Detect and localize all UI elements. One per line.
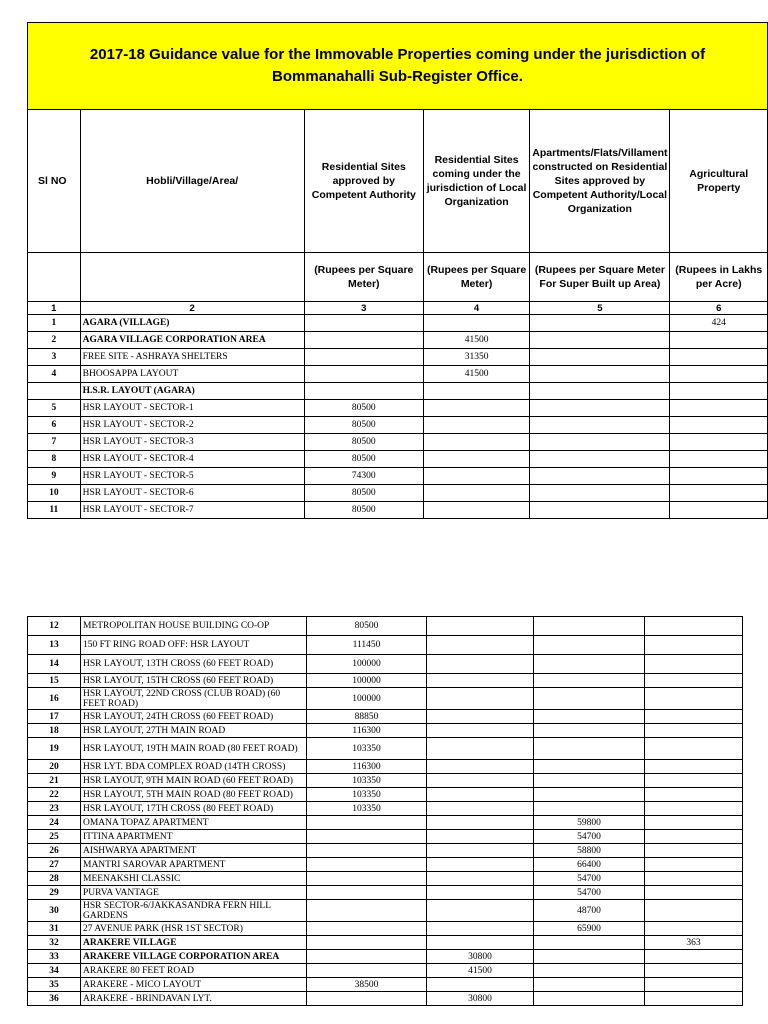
cell-col5: 58800 [534,844,645,858]
cell-col4 [427,844,534,858]
cell-col6 [670,383,768,400]
cell-area: AISHWARYA APARTMENT [81,844,307,858]
cell-col3: 111450 [307,636,427,655]
guidance-value-table-page2 [27,616,743,1006]
table-body-page2 [28,617,743,1006]
header-sl-no: Sl NO [28,110,81,253]
table-row [28,844,743,858]
cell-sl-no: 20 [28,760,81,774]
cell-sl-no: 30 [28,900,81,922]
table-row [28,434,768,451]
cell-col5 [530,485,670,502]
cell-area: ARAKERE VILLAGE CORPORATION AREA [81,950,307,964]
cell-col3: 80500 [304,400,423,417]
cell-area: ITTINA APARTMENT [81,830,307,844]
cell-col3: 80500 [304,502,423,519]
cell-col6 [645,788,743,802]
cell-col5 [534,964,645,978]
header-col4: Residential Sites coming under the jurisdiction of Local Organization [423,110,529,253]
header-col3: Residential Sites approved by Competent Authority [304,110,423,253]
cell-col6 [645,886,743,900]
cell-sl-no: 22 [28,788,81,802]
cell-sl-no: 8 [28,451,81,468]
cell-sl-no: 24 [28,816,81,830]
cell-col6 [670,400,768,417]
guidance-value-table-page1 [27,22,768,519]
cell-col3: 103350 [307,802,427,816]
cell-sl-no: 35 [28,978,81,992]
cell-area: HSR LAYOUT, 5TH MAIN ROAD (80 FEET ROAD) [81,788,307,802]
cell-sl-no: 17 [28,710,81,724]
cell-col4 [423,485,529,502]
cell-col3: 103350 [307,774,427,788]
cell-area: HSR LYT. BDA COMPLEX ROAD (14TH CROSS) [81,760,307,774]
table-row [28,332,768,349]
header-unit-blank-1 [28,253,81,302]
table-row [28,886,743,900]
cell-col4 [423,417,529,434]
cell-col4 [427,774,534,788]
table-row [28,451,768,468]
cell-col4 [427,816,534,830]
cell-col5: 66400 [534,858,645,872]
table-row [28,760,743,774]
cell-col6 [645,844,743,858]
cell-col4 [423,400,529,417]
cell-sl-no: 36 [28,992,81,1006]
cell-col3: 80500 [304,417,423,434]
cell-area: HSR LAYOUT - SECTOR-2 [80,417,304,434]
cell-col5 [530,366,670,383]
table-row [28,992,743,1006]
cell-col3 [307,816,427,830]
cell-sl-no: 6 [28,417,81,434]
cell-col3: 103350 [307,738,427,760]
cell-col3 [307,858,427,872]
cell-col6 [645,655,743,674]
cell-area: FREE SITE - ASHRAYA SHELTERS [80,349,304,366]
table-row [28,788,743,802]
cell-col3: 74300 [304,468,423,485]
cell-area: HSR LAYOUT, 19TH MAIN ROAD (80 FEET ROAD) [81,738,307,760]
cell-col4 [427,802,534,816]
cell-sl-no: 3 [28,349,81,366]
cell-sl-no: 33 [28,950,81,964]
cell-col6 [645,710,743,724]
table-row [28,724,743,738]
document-title [28,23,768,110]
cell-sl-no: 13 [28,636,81,655]
cell-area: MANTRI SAROVAR APARTMENT [81,858,307,872]
cell-col4: 31350 [423,349,529,366]
cell-col3: 80500 [304,485,423,502]
cell-col4 [423,383,529,400]
cell-sl-no: 21 [28,774,81,788]
cell-col3: 100000 [307,655,427,674]
cell-col3 [304,315,423,332]
table-row [28,636,743,655]
cell-col6 [645,674,743,688]
table-row [28,502,768,519]
cell-area: ARAKERE VILLAGE [81,936,307,950]
cell-col3: 80500 [307,617,427,636]
cell-col4 [427,724,534,738]
cell-area: ARAKERE - BRINDAVAN LYT. [81,992,307,1006]
cell-col3: 116300 [307,724,427,738]
table-row [28,674,743,688]
cell-col6 [645,738,743,760]
cell-col3: 38500 [307,978,427,992]
cell-col5 [534,738,645,760]
cell-col5 [530,451,670,468]
cell-sl-no: 7 [28,434,81,451]
col-number-6: 6 [670,302,768,315]
cell-col6 [645,964,743,978]
cell-col4 [427,617,534,636]
cell-col6 [645,858,743,872]
col-number-5: 5 [530,302,670,315]
cell-sl-no: 28 [28,872,81,886]
table-row [28,468,768,485]
cell-col5 [530,383,670,400]
cell-col5 [534,636,645,655]
cell-area: HSR LAYOUT - SECTOR-6 [80,485,304,502]
cell-sl-no: 15 [28,674,81,688]
cell-col4 [427,655,534,674]
cell-col4 [423,451,529,468]
cell-sl-no [28,383,81,400]
cell-area: HSR LAYOUT, 17TH CROSS (80 FEET ROAD) [81,802,307,816]
cell-area: OMANA TOPAZ APARTMENT [81,816,307,830]
cell-col3: 100000 [307,674,427,688]
cell-col5 [530,417,670,434]
cell-col5 [530,502,670,519]
cell-area: AGARA (VILLAGE) [80,315,304,332]
cell-col4 [427,760,534,774]
col-number-1: 1 [28,302,81,315]
table-row [28,315,768,332]
cell-col4 [427,688,534,710]
header-unit4: (Rupees per Square Meter) [423,253,529,302]
cell-area: HSR LAYOUT - SECTOR-5 [80,468,304,485]
cell-col5 [534,802,645,816]
cell-col6 [645,802,743,816]
table-row [28,816,743,830]
cell-area: ARAKERE - MICO LAYOUT [81,978,307,992]
cell-area: MEENAKSHI CLASSIC [81,872,307,886]
cell-col3 [304,349,423,366]
cell-col5 [534,936,645,950]
cell-sl-no: 34 [28,964,81,978]
cell-col3: 80500 [304,451,423,468]
cell-area: HSR LAYOUT, 9TH MAIN ROAD (60 FEET ROAD) [81,774,307,788]
cell-sl-no: 18 [28,724,81,738]
table-row [28,950,743,964]
cell-sl-no: 16 [28,688,81,710]
cell-col4 [427,674,534,688]
cell-col5 [534,710,645,724]
cell-sl-no: 12 [28,617,81,636]
cell-col5 [530,315,670,332]
cell-sl-no: 9 [28,468,81,485]
cell-sl-no: 5 [28,400,81,417]
cell-col3: 103350 [307,788,427,802]
table-row [28,872,743,886]
cell-col4 [427,738,534,760]
cell-col6 [670,434,768,451]
table-row [28,710,743,724]
cell-area: HSR LAYOUT, 27TH MAIN ROAD [81,724,307,738]
header-col5: Apartments/Flats/Villament constructed on Residential Sites approved by Competent Authority/Local Organization [530,110,670,253]
cell-col5: 54700 [534,886,645,900]
cell-area: HSR LAYOUT - SECTOR-4 [80,451,304,468]
cell-col4: 41500 [423,332,529,349]
cell-sl-no: 25 [28,830,81,844]
cell-col3: 80500 [304,434,423,451]
cell-col6 [670,332,768,349]
header-unit-blank-2 [80,253,304,302]
cell-col6 [670,502,768,519]
cell-sl-no: 11 [28,502,81,519]
cell-col3 [304,383,423,400]
cell-col4 [427,978,534,992]
cell-col5 [530,332,670,349]
cell-col5 [534,950,645,964]
cell-col3 [307,992,427,1006]
cell-col6: 424 [670,315,768,332]
cell-col4 [423,502,529,519]
cell-col6 [645,688,743,710]
cell-col4: 30800 [427,992,534,1006]
cell-col3 [307,936,427,950]
cell-area: HSR LAYOUT - SECTOR-7 [80,502,304,519]
cell-col4 [427,872,534,886]
cell-col5 [534,774,645,788]
cell-sl-no: 19 [28,738,81,760]
table-row [28,936,743,950]
cell-col6 [645,830,743,844]
cell-col3 [307,872,427,886]
cell-area: PURVA VANTAGE [81,886,307,900]
header-area: Hobli/Village/Area/ [80,110,304,253]
table-row [28,655,743,674]
table-row [28,774,743,788]
table-body-page1 [28,315,768,519]
cell-col6 [645,900,743,922]
cell-area: HSR LAYOUT - SECTOR-1 [80,400,304,417]
cell-area: HSR LAYOUT, 15TH CROSS (60 FEET ROAD) [81,674,307,688]
cell-col5 [534,788,645,802]
cell-col5 [534,992,645,1006]
cell-col3: 116300 [307,760,427,774]
cell-col5 [534,688,645,710]
cell-col6 [645,636,743,655]
cell-col6 [645,774,743,788]
table-row [28,922,743,936]
cell-col5 [534,978,645,992]
title-line-2: Bommanahalli Sub-Register Office. [272,68,523,85]
cell-col4 [427,886,534,900]
header-col6: Agricultural Property [670,110,768,253]
cell-col4: 41500 [423,366,529,383]
cell-col3 [307,964,427,978]
cell-col4 [423,468,529,485]
cell-area: AGARA VILLAGE CORPORATION AREA [80,332,304,349]
cell-col3 [304,332,423,349]
cell-col6 [645,950,743,964]
cell-col6 [645,922,743,936]
cell-sl-no: 1 [28,315,81,332]
cell-col3 [307,900,427,922]
table-row [28,383,768,400]
cell-col6 [645,724,743,738]
cell-area: HSR LAYOUT, 24TH CROSS (60 FEET ROAD) [81,710,307,724]
cell-sl-no: 2 [28,332,81,349]
cell-col6 [645,978,743,992]
cell-col4 [427,900,534,922]
table-row [28,417,768,434]
cell-col4: 30800 [427,950,534,964]
cell-sl-no: 31 [28,922,81,936]
cell-col5 [534,617,645,636]
cell-col6 [645,617,743,636]
cell-col5 [534,760,645,774]
cell-area: 27 AVENUE PARK (HSR 1ST SECTOR) [81,922,307,936]
table-row [28,617,743,636]
cell-sl-no: 29 [28,886,81,900]
cell-area: HSR SECTOR-6/JAKKASANDRA FERN HILL GARDENS [81,900,307,922]
cell-col3 [307,844,427,858]
cell-area: ARAKERE 80 FEET ROAD [81,964,307,978]
cell-col3: 88850 [307,710,427,724]
col-number-3: 3 [304,302,423,315]
cell-sl-no: 4 [28,366,81,383]
cell-sl-no: 10 [28,485,81,502]
header-unit5: (Rupees per Square Meter For Super Built up Area) [530,253,670,302]
cell-col4 [427,922,534,936]
cell-col4 [427,636,534,655]
cell-col5: 54700 [534,872,645,886]
table-row [28,978,743,992]
table-row [28,485,768,502]
cell-area: BHOOSAPPA LAYOUT [80,366,304,383]
cell-col6 [670,451,768,468]
cell-col3: 100000 [307,688,427,710]
cell-col6 [670,468,768,485]
cell-col5: 54700 [534,830,645,844]
cell-col4 [423,434,529,451]
cell-col5 [530,434,670,451]
cell-col6: 363 [645,936,743,950]
cell-col4 [427,788,534,802]
cell-area: 150 FT RING ROAD OFF: HSR LAYOUT [81,636,307,655]
cell-col5 [530,400,670,417]
cell-col5 [534,674,645,688]
cell-area: HSR LAYOUT - SECTOR-3 [80,434,304,451]
table-row [28,900,743,922]
col-number-4: 4 [423,302,529,315]
cell-col6 [645,872,743,886]
cell-col3 [307,886,427,900]
cell-col5: 59800 [534,816,645,830]
header-unit6: (Rupees in Lakhs per Acre) [670,253,768,302]
table-row [28,366,768,383]
cell-area: HSR LAYOUT, 13TH CROSS (60 FEET ROAD) [81,655,307,674]
cell-area: METROPOLITAN HOUSE BUILDING CO-OP [81,617,307,636]
table-row [28,688,743,710]
cell-area: HSR LAYOUT, 22ND CROSS (CLUB ROAD) (60 FEET ROAD) [81,688,307,710]
table-row [28,349,768,366]
col-number-2: 2 [80,302,304,315]
cell-sl-no: 27 [28,858,81,872]
cell-col4: 41500 [427,964,534,978]
table-row [28,830,743,844]
cell-col4 [427,710,534,724]
cell-col6 [670,417,768,434]
cell-col4 [427,830,534,844]
table-row [28,400,768,417]
table-row [28,964,743,978]
table-row [28,738,743,760]
cell-col6 [645,992,743,1006]
cell-col3 [304,366,423,383]
cell-col6 [670,349,768,366]
table-row [28,858,743,872]
cell-col6 [645,760,743,774]
cell-col6 [645,816,743,830]
cell-col4 [427,858,534,872]
table-row [28,802,743,816]
cell-col4 [427,936,534,950]
cell-col5: 65900 [534,922,645,936]
cell-sl-no: 32 [28,936,81,950]
cell-col5: 48700 [534,900,645,922]
cell-col6 [670,366,768,383]
cell-sl-no: 26 [28,844,81,858]
cell-sl-no: 14 [28,655,81,674]
cell-sl-no: 23 [28,802,81,816]
cell-col4 [423,315,529,332]
cell-col5 [530,349,670,366]
cell-area: H.S.R. LAYOUT (AGARA) [80,383,304,400]
cell-col5 [530,468,670,485]
cell-col5 [534,655,645,674]
cell-col5 [534,724,645,738]
cell-col6 [670,485,768,502]
header-unit3: (Rupees per Square Meter) [304,253,423,302]
cell-col3 [307,830,427,844]
title-line-1: 2017-18 Guidance value for the Immovable Properties coming under the jurisdiction of [89,46,706,63]
cell-col3 [307,950,427,964]
cell-col3 [307,922,427,936]
